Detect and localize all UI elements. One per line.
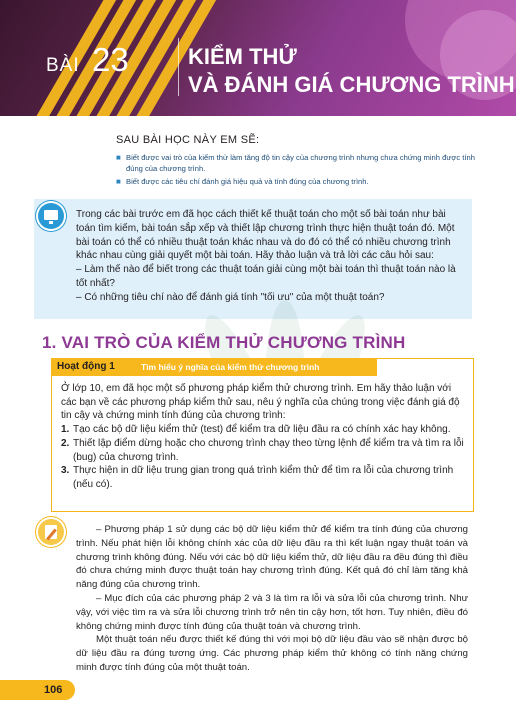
objective-item	[116, 153, 476, 174]
note-text	[76, 523, 468, 675]
list-text: Thiết lập điểm dừng hoặc cho chương trình chạy theo từng lệnh để kiểm tra và tìm ra lỗi (bug) của chương trình.	[73, 437, 464, 463]
lesson-title-line2: VÀ ĐÁNH GIÁ CHƯƠNG TRÌNH	[188, 72, 515, 97]
activity-label: Hoạt động 1	[57, 361, 115, 372]
lesson-number: 23	[92, 41, 129, 78]
list-text: Tạo các bộ dữ liệu kiểm thử (test) để kiểm tra dữ liệu đầu ra có chính xác hay không.	[73, 424, 451, 436]
list-number: 1.	[61, 424, 70, 436]
computer-icon	[38, 203, 64, 229]
note-paragraph: – Mục đích của các phương pháp 2 và 3 là tìm ra lỗi và sửa lỗi của chương trình. Như vậy, với việc tìm ra và sửa lỗi chương trình trở nên tin cậy hơn, tốt hơn. Tuy nhiên, điều đó không chứng minh được tính đúng của thuật toán và chương trình.	[76, 592, 468, 632]
section-heading: 1. VAI TRÒ CỦA KIỂM THỬ CHƯƠNG TRÌNH	[42, 333, 406, 352]
header-divider	[178, 38, 179, 96]
objective-text: Biết được vai trò của kiểm thử làm tăng độ tin cậy của chương trình nhưng chưa chứng minh được tính đúng của chương trình.	[126, 153, 475, 173]
intro-question: – Làm thế nào để biết trong các thuật toán giải cùng một bài toán thì thuật toán nào là tốt nhất?	[76, 264, 456, 289]
activity-list-item	[61, 437, 466, 464]
bullet-icon: ■	[116, 177, 121, 186]
list-number: 3.	[61, 465, 70, 477]
list-number: 2.	[61, 437, 70, 449]
lesson-title-line1: KIỂM THỬ	[188, 44, 297, 69]
lesson-label: BÀI	[46, 55, 80, 76]
page-number-pill	[0, 680, 75, 700]
note-paragraph: – Phương pháp 1 sử dụng các bộ dữ liệu kiểm thử để kiểm tra tính đúng của chương trình. Nếu phát hiện lỗi không chính xác của dữ liệu đầu ra thì kết luận ngay thuật toán và chương trình không đúng. Nếu với các bộ dữ liệu kiểm thử, dữ liệu đầu ra đều đúng thì điều đó chưa chứng minh được thuật toán hay chương trình đúng. Kết quả đó chỉ làm tăng khả năng đúng của chương trình.	[76, 524, 468, 591]
objective-text: Biết được các tiêu chí đánh giá hiệu quả và tính đúng của chương trình.	[126, 177, 369, 186]
intro-question: – Có những tiêu chí nào để đánh giá tính "tối ưu" của một thuật toán?	[76, 291, 385, 303]
objective-item	[116, 177, 476, 188]
pencil-note-icon	[38, 519, 64, 545]
activity-content	[61, 382, 466, 492]
intro-text	[76, 208, 466, 305]
intro-paragraph: Trong các bài trước em đã học cách thiết kế thuật toán cho một số bài toán như bài toán tìm kiếm, bài toán sắp xếp và thiết lập chương trình thực hiện thuật toán đó. Một bài toán có thể có nhiều thuật toán khác nhau và do đó có thể có nhiều chương trình khác nhau cùng giải quyết một bài toán. Hãy thảo luận và trả lời các câu hỏi sau:	[76, 209, 455, 262]
activity-intro: Ở lớp 10, em đã học một số phương pháp kiểm thử chương trình. Em hãy thảo luận với các bạn về các phương pháp kiểm thử sau, nêu ý nghĩa của chúng trong việc đánh giá độ tin cậy và chứng minh tính đúng của chương trình:	[61, 383, 460, 422]
objectives-heading: SAU BÀI HỌC NÀY EM SẼ:	[116, 134, 260, 146]
list-text: Thực hiện in dữ liệu trung gian trong quá trình kiểm thử để tìm ra lỗi của chương trình (nếu có).	[73, 465, 454, 490]
computer-stand	[49, 221, 53, 224]
activity-list-item	[61, 423, 466, 437]
activity-title: Tìm hiểu ý nghĩa của kiểm thử chương trình	[141, 362, 320, 372]
page-number: 106	[44, 684, 63, 696]
lesson-header-banner	[0, 0, 516, 116]
note-paragraph: Một thuật toán nếu được thiết kế đúng thì với mọi bộ dữ liệu đầu vào sẽ nhận được bộ dữ liệu đầu ra đúng tương ứng. Các phương pháp kiểm thử không có tính năng chứng minh được tính đúng của một thuật toán.	[76, 634, 468, 673]
computer-screen	[44, 210, 58, 220]
activity-list-item	[61, 464, 466, 491]
bullet-icon: ■	[116, 153, 121, 162]
